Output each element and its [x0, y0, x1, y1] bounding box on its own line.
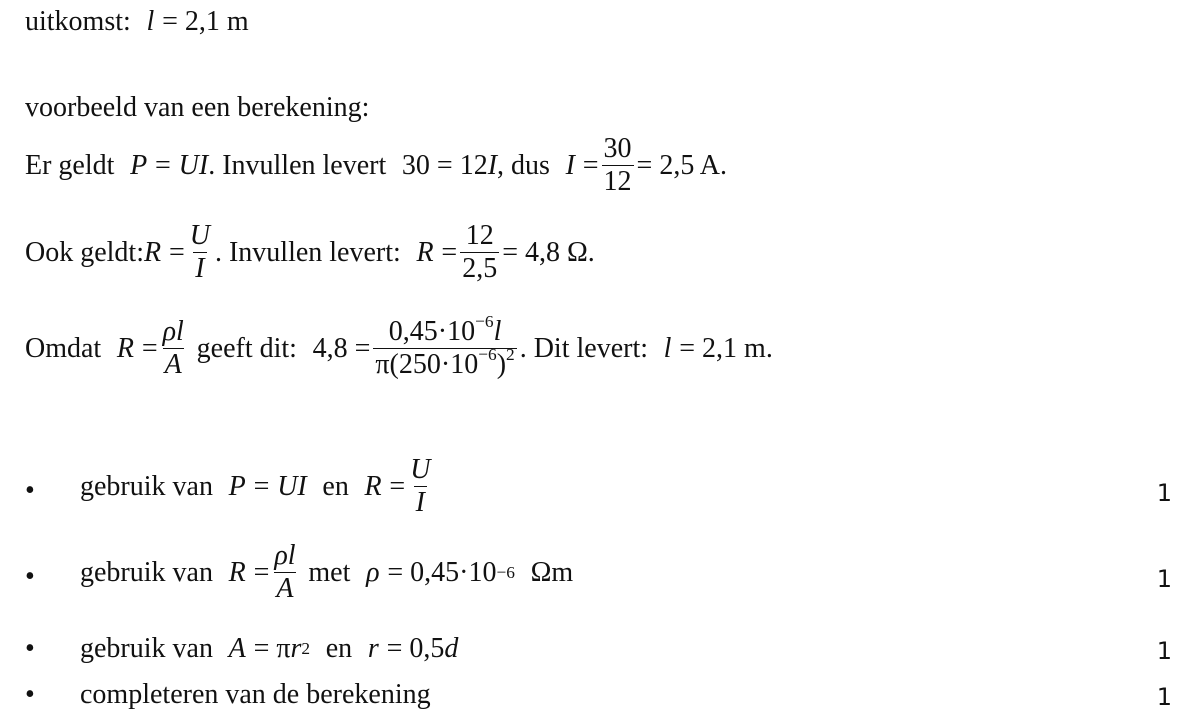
fraction-30-12 [602, 133, 634, 198]
fraction-12-2-5 [460, 220, 499, 285]
fraction-numerator: 30 [603, 133, 632, 164]
step3-result: = 2,1 m. [679, 332, 773, 364]
fraction-denominator: I [195, 253, 205, 285]
step1-I2: I [565, 149, 575, 181]
step2-text-a: Ook geldt: [25, 236, 144, 268]
crit-UI: UI [277, 470, 307, 502]
example-heading: voorbeeld van een berekening: [25, 92, 370, 123]
score: 1 [1156, 683, 1172, 711]
bullet: • [25, 475, 35, 506]
score: 1 [1156, 479, 1172, 507]
fraction-denominator: A [164, 349, 182, 381]
bullet: • [25, 561, 35, 592]
crit-r2: r [367, 633, 379, 664]
result-prefix: uitkomst: [25, 6, 131, 37]
criterion-text: gebruik van A = π r 2 en r = 0,5 d [80, 633, 459, 664]
crit-met: met [308, 556, 351, 588]
fraction-U-I [408, 454, 432, 519]
step1-I: I [487, 149, 498, 181]
step2-R: R [144, 236, 162, 268]
crit-value: = 0,5 [386, 633, 445, 664]
result-var: l [146, 6, 155, 37]
crit-en: en [322, 470, 349, 502]
crit-R: R [228, 556, 246, 588]
step3-lhs: 4,8 = [312, 332, 371, 364]
crit-P: P [228, 470, 246, 502]
crit-unit: Ωm [530, 556, 574, 588]
crit-eq: = [253, 470, 270, 502]
fraction-denominator: A [276, 573, 294, 605]
fraction-numerator: U [189, 220, 210, 251]
calc-step-3 [25, 311, 773, 381]
step2-result: = 4,8 Ω. [502, 236, 595, 268]
bullet: • [25, 633, 35, 664]
step3-text-c: . Dit levert: [519, 332, 648, 364]
step1-text-b: . Invullen levert [208, 149, 387, 181]
fraction-numerator: ρl [162, 316, 184, 347]
step3-R: R [116, 332, 134, 364]
step2-R2: R [416, 236, 434, 268]
fraction-numerator: ρl [274, 540, 296, 571]
crit-r: r [290, 633, 302, 664]
result-value: = 2,1 m [162, 6, 249, 37]
crit-eq: = [253, 556, 270, 588]
step1-result: = 2,5 A. [636, 149, 728, 181]
score: 1 [1156, 565, 1172, 593]
calc-step-1 [25, 133, 727, 198]
fraction-rho-l-A [272, 540, 297, 605]
step1-eq: = [155, 149, 171, 181]
result-line [25, 6, 249, 38]
step3-text-a: Omdat [25, 332, 102, 364]
crit-eq2: = [389, 470, 406, 502]
criterion-text [80, 454, 435, 519]
bullet: • [25, 679, 35, 710]
fraction-rho-l-A [161, 316, 186, 381]
step1-P: P [130, 149, 148, 181]
step1-text-c: , dus [497, 149, 550, 181]
step1-30: 30 = 12 [401, 149, 488, 181]
criterion-text: gebruik van R = $\frac{\rho l}{A}$ met ρ = 0,45·10 −6 Ωm [80, 540, 574, 605]
step2-eq: = [168, 236, 185, 268]
fraction-denominator: 12 [603, 166, 632, 198]
fraction-numerator: 12 [465, 220, 494, 251]
step3-eq: = [141, 332, 158, 364]
crit-d: d [444, 633, 459, 664]
crit-value: = 0,45·10 [387, 556, 497, 588]
fraction-numerator: $0,45\cdot 10^{-6}l$ [388, 311, 502, 347]
step1-UI: UI [178, 149, 209, 181]
fraction-denominator: I [415, 487, 425, 519]
fraction-denominator: $\pi(250\cdot 10^{-6})^2$ [375, 345, 515, 381]
fraction-U-I [188, 220, 212, 285]
crit-text: gebruik van [80, 633, 213, 664]
step1-eq2: = [582, 149, 599, 181]
crit-A: A [228, 633, 246, 664]
calc-step-2 [25, 220, 595, 285]
step2-eq2: = [441, 236, 458, 268]
crit-en: en [325, 633, 353, 664]
crit-text: gebruik van [80, 470, 213, 502]
step3-l: l [663, 332, 672, 364]
step2-text-b: . Invullen levert: [214, 236, 401, 268]
criterion-text: completeren van de berekening [80, 679, 431, 710]
fraction-resistivity [373, 311, 516, 381]
score: 1 [1156, 637, 1172, 665]
crit-text: gebruik van [80, 556, 213, 588]
fraction-numerator: U [410, 454, 431, 485]
crit-eq: = π [253, 633, 291, 664]
step1-text-a: Er geldt [25, 149, 115, 181]
fraction-denominator: 2,5 [462, 253, 498, 285]
crit-rho: ρ [366, 556, 380, 588]
crit-R: R [364, 470, 382, 502]
step3-text-b: geeft dit: [196, 332, 297, 364]
